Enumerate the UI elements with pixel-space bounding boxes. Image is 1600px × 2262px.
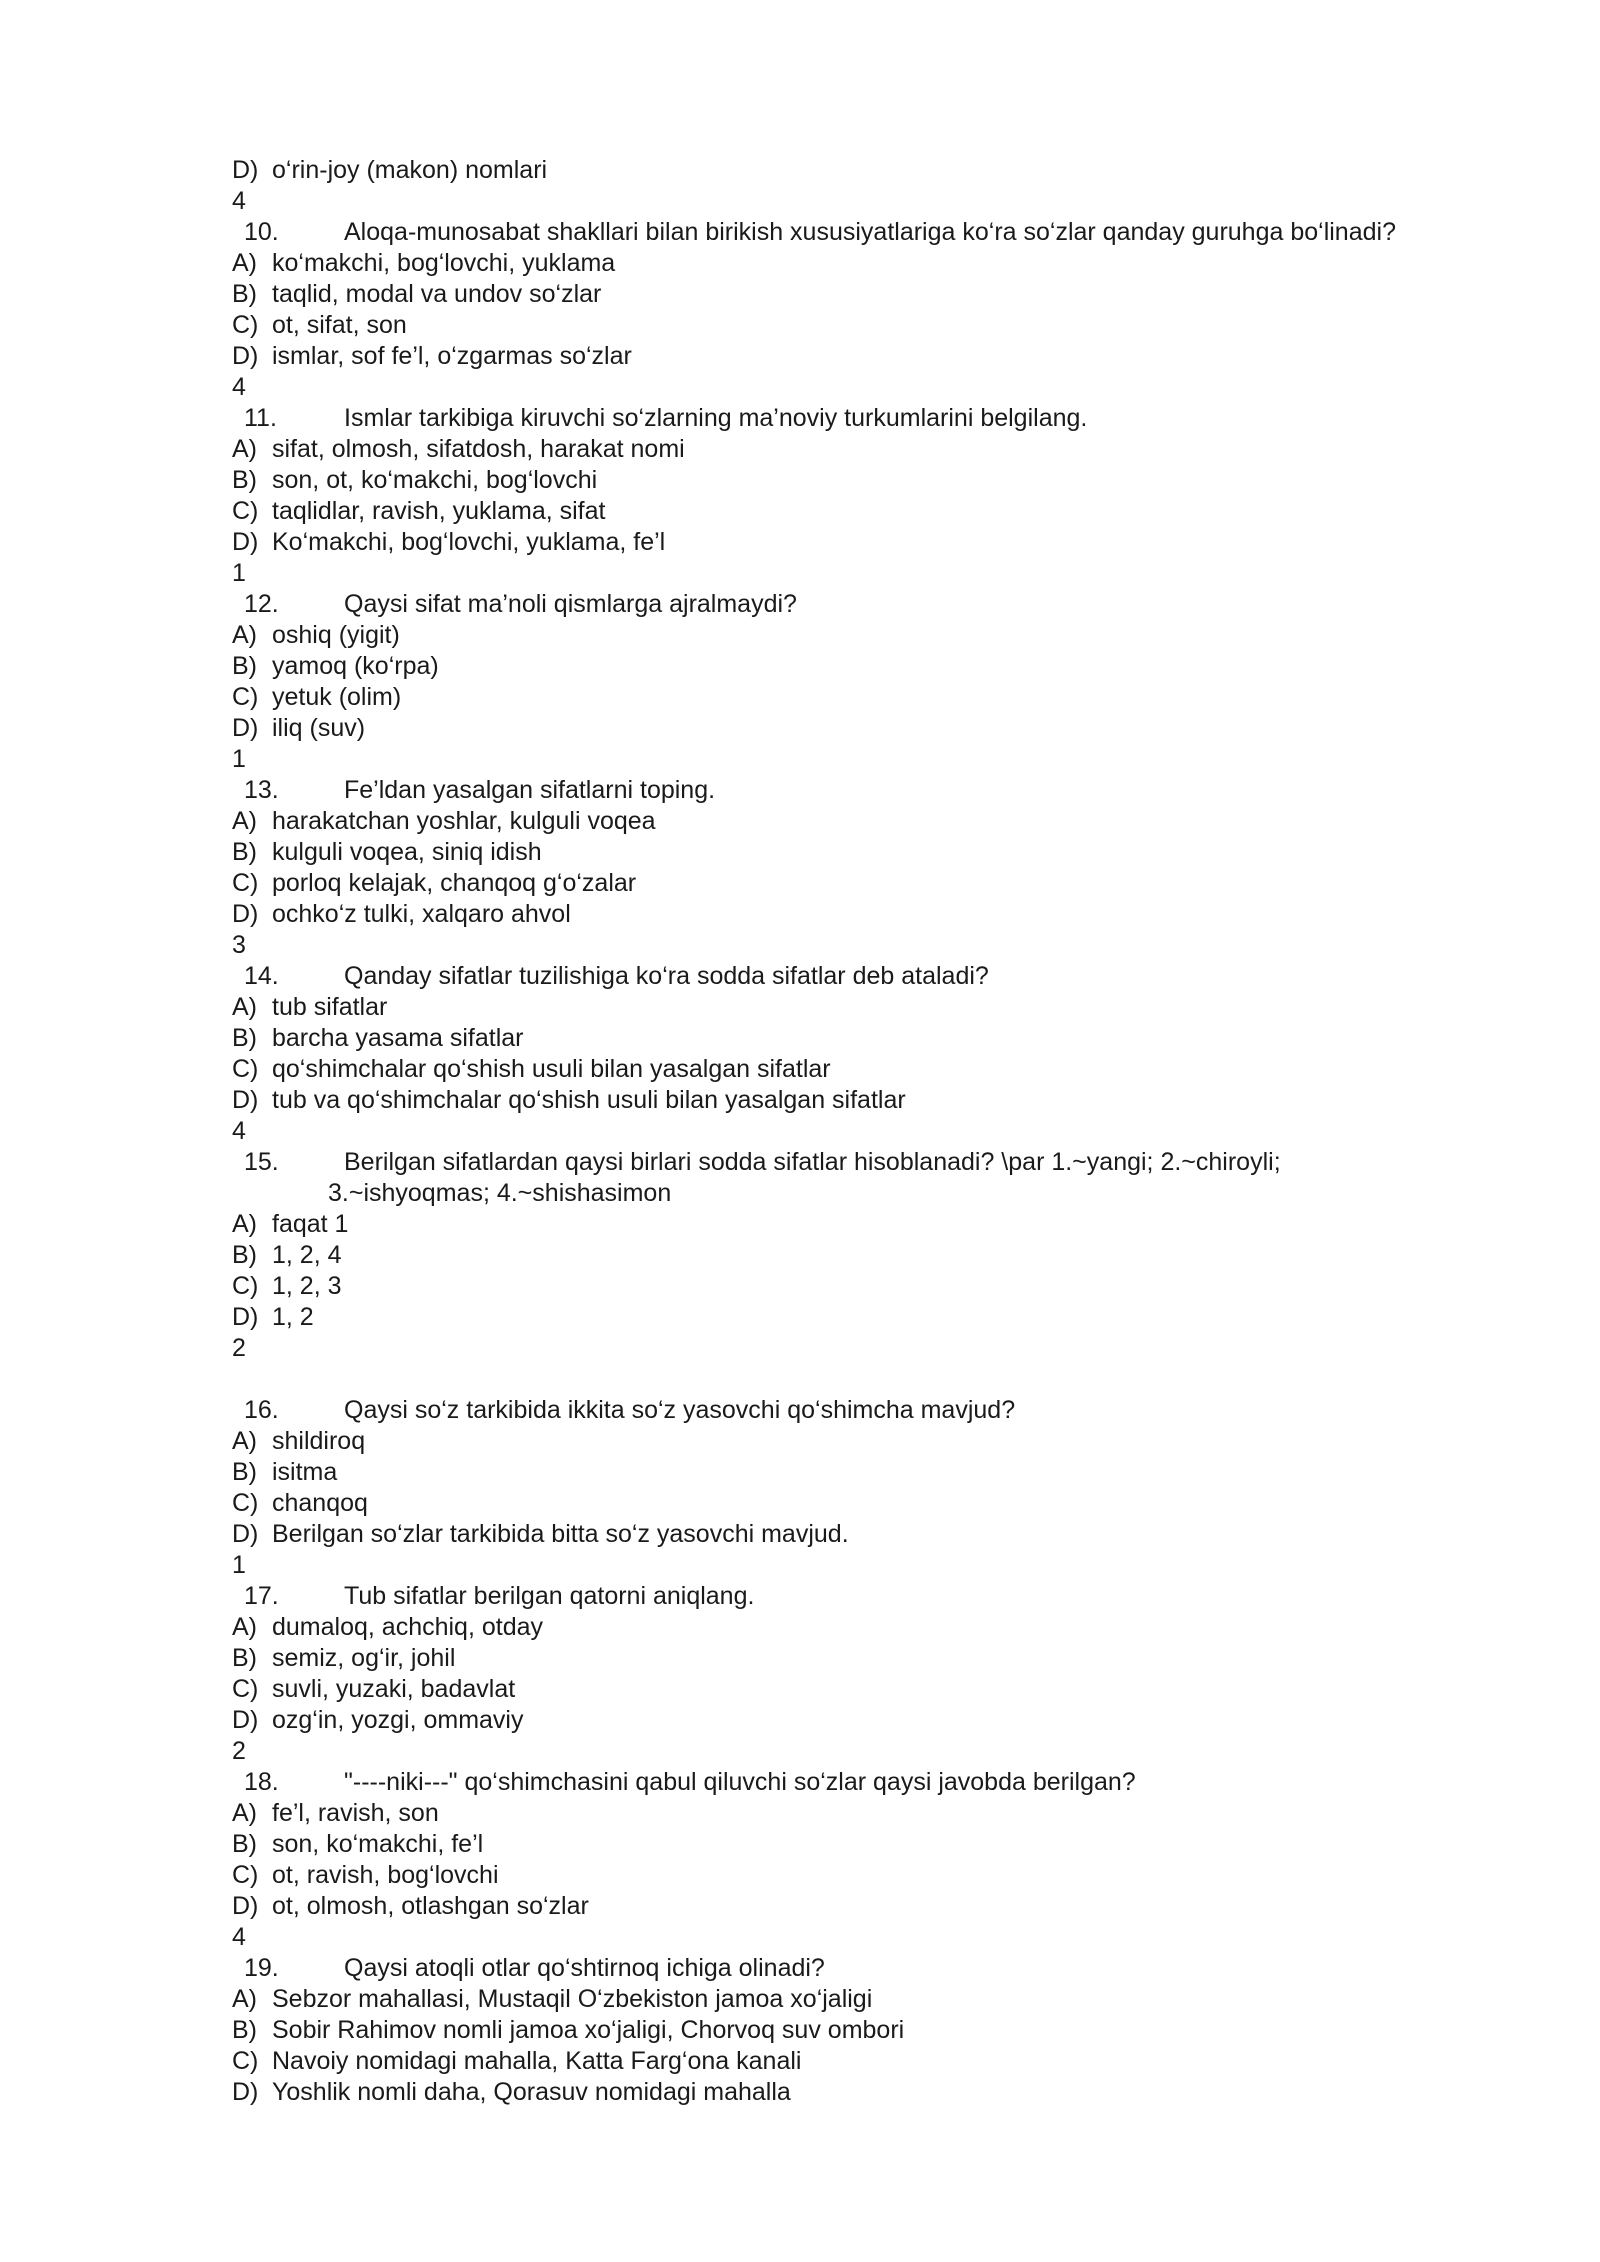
answer-option — [232, 1488, 1562, 1519]
correct-answer-number: 4 — [232, 373, 246, 401]
correct-answer-number: 4 — [232, 1117, 246, 1145]
option-text: Yoshlik nomli daha, Qorasuv nomidagi mahalla — [272, 2078, 791, 2106]
correct-answer-number: 1 — [232, 745, 246, 773]
option-letter: C) — [232, 1489, 259, 1517]
correct-answer-number: 2 — [232, 1334, 246, 1362]
option-letter: B) — [232, 838, 257, 866]
question-number: 12. — [244, 590, 279, 618]
answer-option — [232, 1612, 1562, 1643]
option-text: Sebzor mahallasi, Mustaqil O‘zbekiston jamoa xo‘jaligi — [272, 1985, 873, 2013]
option-letter: D) — [232, 528, 259, 556]
question-13 — [232, 775, 1562, 806]
question-11 — [232, 403, 1562, 434]
option-text: taqlidlar, ravish, yuklama, sifat — [272, 497, 606, 525]
option-text: tub sifatlar — [272, 993, 388, 1021]
answer-option — [232, 1085, 1562, 1116]
question-14 — [232, 961, 1562, 992]
option-letter: D) — [232, 1086, 259, 1114]
question-10 — [232, 217, 1562, 248]
answer-option — [232, 1240, 1562, 1271]
answer-option — [232, 155, 1562, 186]
option-text: sifat, olmosh, sifatdosh, harakat nomi — [272, 435, 685, 463]
option-letter: C) — [232, 1861, 259, 1889]
answer-option — [232, 1829, 1562, 1860]
answer-option — [232, 2077, 1562, 2108]
question-number: 16. — [244, 1396, 279, 1424]
question-15 — [232, 1147, 1562, 1178]
option-text: yamoq (ko‘rpa) — [272, 652, 439, 680]
option-text: son, ko‘makchi, fe’l — [272, 1830, 484, 1858]
option-text: Navoiy nomidagi mahalla, Katta Farg‘ona kanali — [272, 2047, 802, 2075]
option-text: kulguli voqea, siniq idish — [272, 838, 542, 866]
answer-option — [232, 1798, 1562, 1829]
answer-option — [232, 1271, 1562, 1302]
option-text: Sobir Rahimov nomli jamoa xo‘jaligi, Chorvoq suv ombori — [272, 2016, 905, 2044]
option-letter: B) — [232, 1024, 257, 1052]
option-letter: B) — [232, 1241, 257, 1269]
blank-line — [232, 1364, 1562, 1395]
option-text: Berilgan so‘zlar tarkibida bitta so‘z yasovchi mavjud. — [272, 1520, 849, 1548]
question-number: 19. — [244, 1954, 279, 1982]
option-letter: A) — [232, 621, 257, 649]
answer-option — [232, 1209, 1562, 1240]
correct-answer-number: 2 — [232, 1737, 246, 1765]
correct-answer-number: 4 — [232, 187, 246, 215]
option-text: tub va qo‘shimchalar qo‘shish usuli bilan yasalgan sifatlar — [272, 1086, 906, 1114]
option-text: Ko‘makchi, bog‘lovchi, yuklama, fe’l — [272, 528, 666, 556]
answer-option — [232, 651, 1562, 682]
option-letter: A) — [232, 1985, 257, 2013]
answer-option — [232, 1643, 1562, 1674]
question-number: 14. — [244, 962, 279, 990]
option-text: suvli, yuzaki, badavlat — [272, 1675, 516, 1703]
answer-option — [232, 1023, 1562, 1054]
answer-option — [232, 496, 1562, 527]
question-number: 10. — [244, 218, 279, 246]
question-12 — [232, 589, 1562, 620]
option-text: son, ot, ko‘makchi, bog‘lovchi — [272, 466, 598, 494]
option-text: shildiroq — [272, 1427, 366, 1455]
answer-option — [232, 434, 1562, 465]
question-text: Tub sifatlar berilgan qatorni aniqlang. — [344, 1582, 755, 1610]
option-letter: B) — [232, 280, 257, 308]
option-text: 1, 2, 4 — [272, 1241, 342, 1269]
option-letter: D) — [232, 1303, 259, 1331]
option-text: ozg‘in, yozgi, ommaviy — [272, 1706, 524, 1734]
answer-option — [232, 1674, 1562, 1705]
test-content — [232, 155, 1562, 2108]
question-text: Aloqa-munosabat shakllari bilan birikish xususiyatlariga ko‘ra so‘zlar qanday guruhga bo‘linadi? — [344, 218, 1396, 246]
option-letter: C) — [232, 497, 259, 525]
answer-option — [232, 806, 1562, 837]
option-letter: B) — [232, 1458, 257, 1486]
answer-option — [232, 2046, 1562, 2077]
option-text: harakatchan yoshlar, kulguli voqea — [272, 807, 656, 835]
option-text: dumaloq, achchiq, otday — [272, 1613, 544, 1641]
option-text: oshiq (yigit) — [272, 621, 400, 649]
correct-answer-number: 1 — [232, 1551, 246, 1579]
option-letter: D) — [232, 900, 259, 928]
option-letter: A) — [232, 1427, 257, 1455]
option-letter: A) — [232, 807, 257, 835]
answer-option — [232, 1984, 1562, 2015]
answer-option — [232, 248, 1562, 279]
option-letter: B) — [232, 1830, 257, 1858]
option-text: ko‘makchi, bog‘lovchi, yuklama — [272, 249, 616, 277]
question-18 — [232, 1767, 1562, 1798]
option-letter: D) — [232, 1706, 259, 1734]
answer-option — [232, 620, 1562, 651]
option-letter: A) — [232, 1210, 257, 1238]
answer-option — [232, 1302, 1562, 1333]
option-text: ot, olmosh, otlashgan so‘zlar — [272, 1892, 589, 1920]
answer-option — [232, 1705, 1562, 1736]
option-text: o‘rin-joy (makon) nomlari — [272, 156, 548, 184]
option-text: ot, ravish, bog‘lovchi — [272, 1861, 499, 1889]
option-letter: B) — [232, 1644, 257, 1672]
correct-answer-number: 1 — [232, 559, 246, 587]
option-text: ismlar, sof fe’l, o‘zgarmas so‘zlar — [272, 342, 632, 370]
option-letter: D) — [232, 2078, 259, 2106]
option-letter: A) — [232, 249, 257, 277]
answer-option — [232, 341, 1562, 372]
answer-option — [232, 992, 1562, 1023]
question-number: 18. — [244, 1768, 279, 1796]
correct-answer-number: 4 — [232, 1923, 246, 1951]
option-letter: C) — [232, 1055, 259, 1083]
question-text: "----niki---" qo‘shimchasini qabul qiluvchi so‘zlar qaysi javobda berilgan? — [344, 1768, 1136, 1796]
question-text: Qanday sifatlar tuzilishiga ko‘ra sodda sifatlar deb ataladi? — [344, 962, 989, 990]
question-text: Qaysi atoqli otlar qo‘shtirnoq ichiga olinadi? — [344, 1954, 825, 1982]
option-letter: C) — [232, 869, 259, 897]
answer-option — [232, 465, 1562, 496]
option-text: fe’l, ravish, son — [272, 1799, 439, 1827]
question-text-continuation: 3.~ishyoqmas; 4.~shishasimon — [328, 1179, 672, 1207]
option-text: barcha yasama sifatlar — [272, 1024, 524, 1052]
answer-option — [232, 1054, 1562, 1085]
answer-option — [232, 1457, 1562, 1488]
option-text: ochko‘z tulki, xalqaro ahvol — [272, 900, 571, 928]
question-16 — [232, 1395, 1562, 1426]
answer-option — [232, 1860, 1562, 1891]
option-letter: B) — [232, 2016, 257, 2044]
option-text: ot, sifat, son — [272, 311, 407, 339]
answer-option — [232, 279, 1562, 310]
question-19 — [232, 1953, 1562, 1984]
question-text: Fe’ldan yasalgan sifatlarni toping. — [344, 776, 716, 804]
question-number: 15. — [244, 1148, 279, 1176]
answer-option — [232, 713, 1562, 744]
option-text: yetuk (olim) — [272, 683, 402, 711]
option-letter: D) — [232, 1520, 259, 1548]
option-letter: A) — [232, 993, 257, 1021]
option-text: 1, 2, 3 — [272, 1272, 342, 1300]
question-17 — [232, 1581, 1562, 1612]
question-text: Qaysi sifat ma’noli qismlarga ajralmaydi? — [344, 590, 797, 618]
question-number: 17. — [244, 1582, 279, 1610]
question-text: Berilgan sifatlardan qaysi birlari sodda sifatlar hisoblanadi? \par 1.~yangi; 2.~chiroyli; — [344, 1148, 1281, 1176]
question-text: Qaysi so‘z tarkibida ikkita so‘z yasovchi qo‘shimcha mavjud? — [344, 1396, 1016, 1424]
option-text: isitma — [272, 1458, 338, 1486]
option-letter: C) — [232, 311, 259, 339]
option-text: chanqoq — [272, 1489, 368, 1517]
option-letter: A) — [232, 1613, 257, 1641]
question-number: 11. — [244, 404, 277, 432]
option-letter: B) — [232, 652, 257, 680]
answer-option — [232, 1519, 1562, 1550]
answer-option — [232, 2015, 1562, 2046]
option-letter: C) — [232, 683, 259, 711]
question-text: Ismlar tarkibiga kiruvchi so‘zlarning ma’noviy turkumlarini belgilang. — [344, 404, 1088, 432]
answer-option — [232, 682, 1562, 713]
option-text: faqat 1 — [272, 1210, 349, 1238]
option-letter: D) — [232, 342, 259, 370]
answer-option — [232, 1891, 1562, 1922]
answer-option — [232, 1426, 1562, 1457]
option-letter: A) — [232, 435, 257, 463]
option-letter: C) — [232, 1675, 259, 1703]
option-letter: D) — [232, 1892, 259, 1920]
option-letter: A) — [232, 1799, 257, 1827]
option-letter: D) — [232, 714, 259, 742]
answer-option — [232, 899, 1562, 930]
answer-option — [232, 310, 1562, 341]
answer-option — [232, 837, 1562, 868]
option-letter: D) — [232, 156, 259, 184]
option-text: semiz, og‘ir, johil — [272, 1644, 456, 1672]
option-text: qo‘shimchalar qo‘shish usuli bilan yasalgan sifatlar — [272, 1055, 831, 1083]
option-letter: C) — [232, 2047, 259, 2075]
answer-option — [232, 527, 1562, 558]
answer-option — [232, 868, 1562, 899]
option-text: iliq (suv) — [272, 714, 366, 742]
option-text: porloq kelajak, chanqoq g‘o‘zalar — [272, 869, 637, 897]
option-text: 1, 2 — [272, 1303, 314, 1331]
correct-answer-number: 3 — [232, 931, 246, 959]
option-letter: C) — [232, 1272, 259, 1300]
option-text: taqlid, modal va undov so‘zlar — [272, 280, 602, 308]
option-letter: B) — [232, 466, 257, 494]
question-number: 13. — [244, 776, 279, 804]
